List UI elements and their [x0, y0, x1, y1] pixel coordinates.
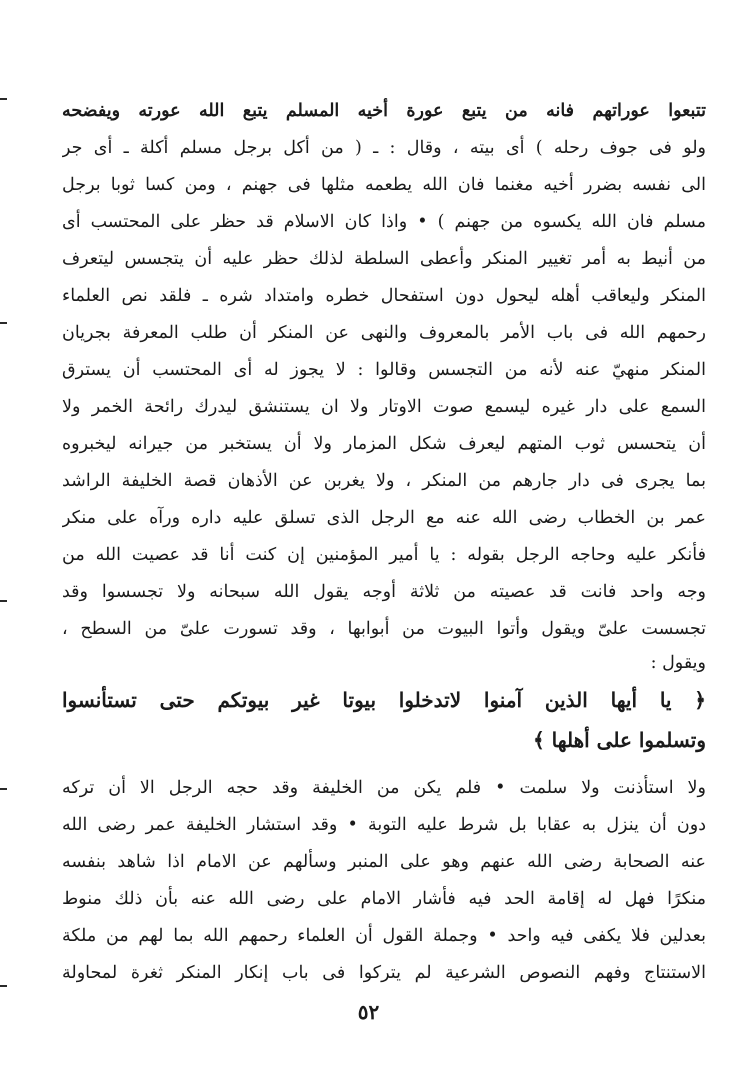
- text-line: رحمهم الله فى باب الأمر بالمعروف والنهى عن المنكر أن طلب المعرفة بجريان: [62, 323, 706, 343]
- text-line: ويقول :: [650, 653, 706, 673]
- paragraph-2: [62, 770, 706, 992]
- text-line: أن يتحسس ثوب المتهم ليعرف شكل المزمار ولا أن يستخبر من جيرانه ليخبروه: [62, 434, 706, 454]
- text-line: بعدلين فلا يكفى فيه واحد • وجملة القول أن العلماء رحمهم الله بما لهم من ملكة: [62, 926, 706, 946]
- text-line: فأنكر عليه وحاجه الرجل بقوله : يا أمير المؤمنين إن كنت أنا قد عصيت الله من: [62, 545, 706, 565]
- paragraph-1: [62, 93, 706, 678]
- text-line: ولا استأذنت ولا سلمت • فلم يكن من الخليفة وقد حجه الرجل الا أن تركه: [62, 778, 706, 798]
- text-line: دون أن ينزل به عقابا بل شرط عليه التوبة • وقد استشار الخليفة عمر رضى الله: [62, 815, 706, 835]
- text-line: وجه واحد فانت قد عصيته من ثلاثة أوجه يقول الله سبحانه ولا تجسسوا وقد: [62, 582, 706, 602]
- text-line: ولو فى جوف رحله ) أى بيته ، وقال : ـ ( من أكل برجل مسلم أكلة ـ أى جر: [62, 138, 706, 158]
- text-line: المنكر وليعاقب أهله ليحول دون استفحال خطره وامتداد شره ـ فلقد نص العلماء: [62, 286, 706, 306]
- text-line: تجسست علىّ ويقول وأتوا البيوت من أبوابها ، وقد تسورت علىّ من السطح ،: [62, 619, 706, 639]
- text-line: عنه الصحابة رضى الله عنهم وهو على المنبر وسألهم عن الامام اذا شاهد بنفسه: [62, 852, 706, 872]
- text-line: السمع على دار غيره ليسمع صوت الاوتار ولا ان يستنشق ليدرك رائحة الخمر ولا: [62, 397, 706, 417]
- quran-verse: [62, 680, 706, 760]
- text-line: تتبعوا عوراتهم فانه من يتبع عورة أخيه المسلم يتبع الله عورته ويفضحه: [62, 101, 706, 121]
- margin-tick: [0, 98, 7, 100]
- margin-tick: [0, 985, 7, 987]
- page-number: ٥٢: [357, 1000, 380, 1024]
- verse-line: ﴿ يا أيها الذين آمنوا لاتدخلوا بيوتا غير بيوتكم حتى تستأنسوا: [62, 688, 706, 712]
- text-line: مسلم فان الله يكسوه من جهنم ) • واذا كان الاسلام قد حظر على المحتسب أى: [62, 212, 706, 232]
- verse-line: وتسلموا على أهلها ﴾: [532, 728, 706, 752]
- text-line: الى نفسه بضرر أخيه مغنما فان الله يطعمه مثلها فى جهنم ، ومن كسا ثوبا برجل: [62, 175, 706, 195]
- text-line: المنكر منهيّ عنه لأنه من التجسس وقالوا : لا يجوز له أى المحتسب أن يسترق: [62, 360, 706, 380]
- margin-tick: [0, 322, 7, 324]
- text-line: الاستنتاج وفهم النصوص الشرعية لم يتركوا فى باب إنكار المنكر ثغرة لمحاولة: [62, 963, 706, 983]
- text-line: بما يجرى فى دار جارهم من المنكر ، ولا يغربن عن الأذهان قصة الخليفة الراشد: [62, 471, 706, 491]
- margin-tick: [0, 600, 7, 602]
- text-line: عمر بن الخطاب رضى الله عنه مع الرجل الذى تسلق عليه داره ورآه على منكر: [62, 508, 706, 528]
- text-line: منكرًا فهل له إقامة الحد فيه فأشار الامام على رضى الله عنه بأن ذلك منوط: [62, 889, 706, 909]
- text-line: من أنيط به أمر تغيير المنكر وأعطى السلطة لذلك حظر عليه أن يتجسس ليتعرف: [62, 249, 706, 269]
- margin-tick: [0, 788, 7, 790]
